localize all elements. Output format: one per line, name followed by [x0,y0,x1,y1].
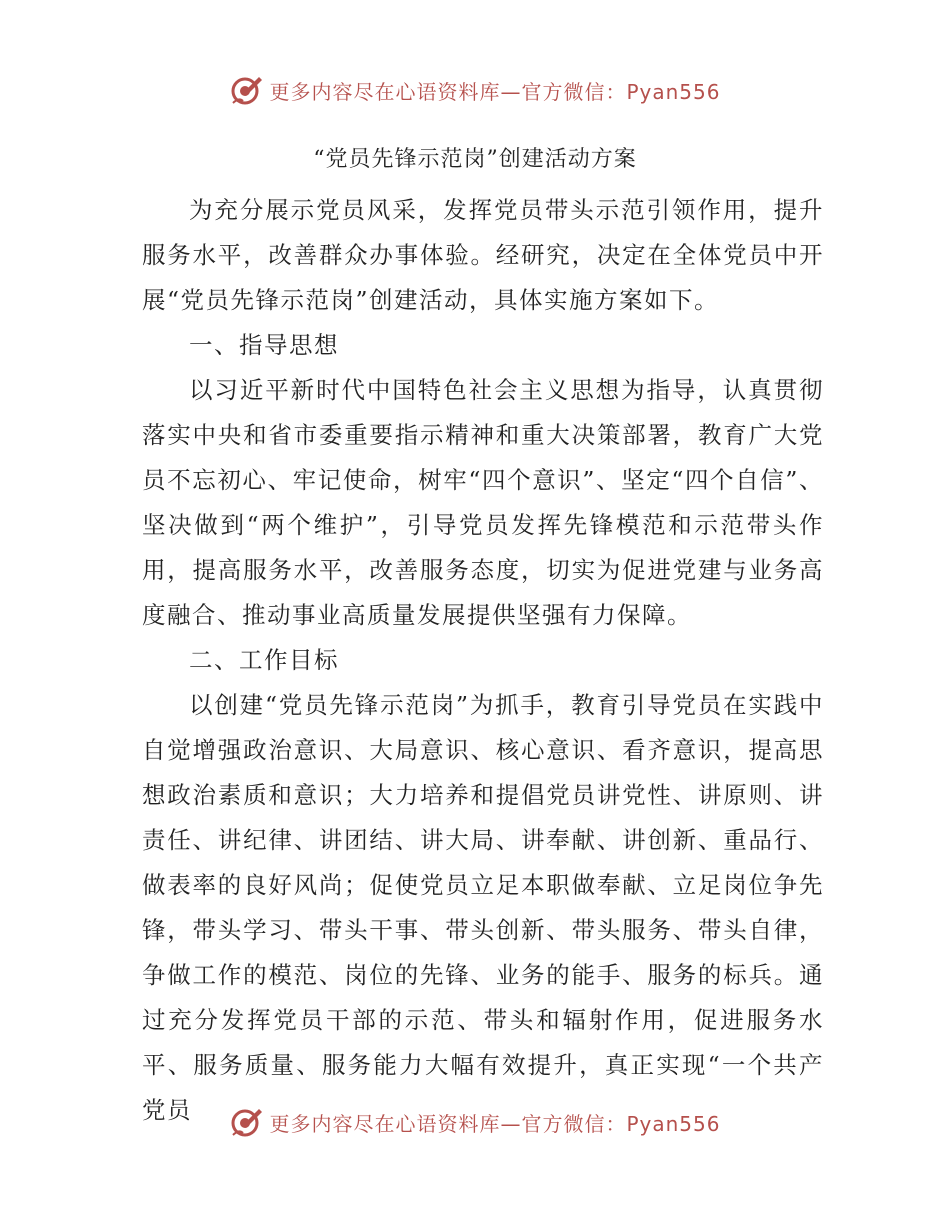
section-paragraph: 以习近平新时代中国特色社会主义思想为指导，认真贯彻落实中央和省市委重要指示精神和重大决策部署，教育广大党员不忘初心、牢记使命，树牢“四个意识”、坚定“四个自信”、坚决做到“两个维护”，引导党员发挥先锋模范和示范带头作用，提高服务水平，改善服务态度，切实为促进党建与业务高度融合、推动事业高质量发展提供坚强有力保障。 [142,376,824,629]
pen-circle-logo-icon [229,73,263,107]
document-body [142,188,824,1133]
pen-circle-logo-icon [229,1105,263,1139]
intro-paragraph: 为充分展示党员风采，发挥党员带头示范引领作用，提升服务水平，改善群众办事体验。经研究，决定在全体党员中开展“党员先锋示范岗”创建活动，具体实施方案如下。 [142,196,824,314]
banner-text: 更多内容尽在心语资料库—官方微信：Pyan556 [269,1111,721,1136]
section-paragraph: 以创建“党员先锋示范岗”为抓手，教育引导党员在实践中自觉增强政治意识、大局意识、核心意识、看齐意识，提高思想政治素质和意识；大力培养和提倡党员讲党性、讲原则、讲责任、讲纪律、讲团结、讲大局、讲奉献、讲创新、重品行、做表率的良好风尚；促使党员立足本职做奉献、立足岗位争先锋，带头学习、带头干事、带头创新、带头服务、带头自律，争做工作的模范、岗位的先锋、业务的能手、服务的标兵。通过充分发挥党员干部的示范、带头和辐射作用，促进服务水平、服务质量、服务能力大幅有效提升，真正实现“一个共产党员 [142,691,824,1124]
section-heading: 一、指导思想 [189,331,339,359]
header-banner [0,70,950,110]
banner-text: 更多内容尽在心语资料库—官方微信：Pyan556 [269,79,721,104]
document-title: “党员先锋示范岗”创建活动方案 [313,147,637,172]
section-heading: 二、工作目标 [189,646,339,674]
footer-banner [0,1102,950,1142]
